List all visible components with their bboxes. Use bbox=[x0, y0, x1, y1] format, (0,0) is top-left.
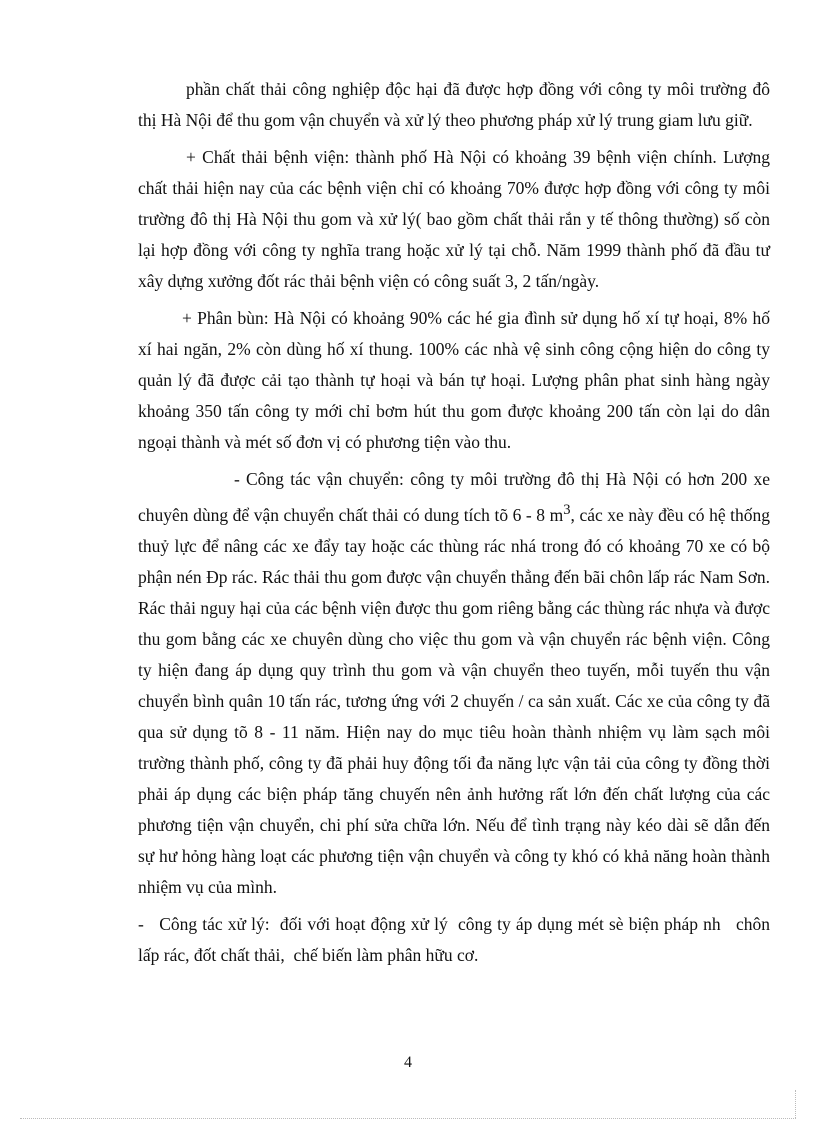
paragraph-hospital-waste: + Chất thải bệnh viện: thành phố Hà Nội có khoảng 39 bệnh viện chính. Lượng chất thải hiện nay của các bệnh viện chỉ có khoảng 70% được hợp đồng với công ty môi trường đô thị Hà Nội thu gom và xử lý( bao gồm chất thải rắn y tế thông thường) số còn lại hợp đồng với công ty nghĩa trang hoặc xử lý tại chỗ. Năm 1999 thành phố đã đầu tư xây dựng xưởng đốt rác thải bệnh viện có công suất 3, 2 tấn/ngày. bbox=[138, 147, 770, 291]
paragraph-sludge: + Phân bùn: Hà Nội có khoảng 90% các hé gia đình sử dụng hố xí tự hoại, 8% hố xí hai ngăn, 2% còn dùng hố xí thung. 100% các nhà vệ sinh công cộng hiện do công ty quản lý đã được cải tạo thành tự hoại và bán tự hoại. Lượng phân phat sinh hàng ngày khoảng 350 tấn công ty mới chỉ bơm hút thu gom được khoảng 200 tấn còn lại do dân ngoại thành và mét số đơn vị có phương tiện vào thu. bbox=[138, 308, 770, 452]
footer-border bbox=[20, 1118, 796, 1119]
page-number: 4 bbox=[404, 1054, 412, 1071]
superscript-exponent: 3 bbox=[563, 502, 571, 518]
bullet-dash: - bbox=[234, 469, 240, 489]
body-text bbox=[138, 74, 775, 971]
transport-text-start: Công tác vận chuyển: công ty môi trường đô thị Hà Nội có hơn 200 xe chuyên dùng để vận chuyển chất thải có dung tích tõ 6 - 8 m bbox=[138, 469, 770, 525]
paragraph-industrial-waste: phần chất thải công nghiệp độc hại đã được hợp đồng với công ty môi trường đô thị Hà Nội để thu gom vận chuyển và xử lý theo phương pháp xử lý trung giam lưu giữ. bbox=[138, 79, 770, 130]
paragraph-transport bbox=[138, 464, 770, 903]
paragraph-processing: - Công tác xử lý: đối với hoạt động xử lý công ty áp dụng mét sè biện pháp nh chôn lấp rác, đốt chất thải, chế biến làm phân hữu cơ. bbox=[138, 913, 775, 965]
footer-border-side bbox=[795, 1090, 796, 1118]
transport-text-end: , các xe này đều có hệ thống thuỷ lực để nâng các xe đẩy tay hoặc các thùng rác nhá trong đó có khoảng 70 xe có bộ phận nén Đp rác. Rác thải thu gom được vận chuyển thẳng đến bãi chôn lấp rác Nam Sơn. Rác thải nguy hại của các bệnh viện được thu gom riêng bằng các thùng rác nhựa và được thu gom bằng các xe chuyên dùng cho việc thu gom và vận chuyển rác bệnh viện. Công ty hiện đang áp dụng quy trình thu gom và vận chuyển theo tuyến, mỗi tuyến thu vận chuyển bình quân 10 tấn rác, tương ứng với 2 chuyến / ca sản xuất. Các xe của công ty đã qua sử dụng tõ 8 - 11 năm. Hiện nay do mục tiêu hoàn thành nhiệm vụ làm sạch môi trường thành phố, công ty đã phải huy động tối đa năng lực vận tải của công ty đồng thời phải áp dụng các biện pháp tăng chuyến nên ảnh hưởng rất lớn đến chất lượng của các phương tiện vận chuyển, chi phí sửa chữa lớn. Nếu để tình trạng này kéo dài sẽ dẫn đến sự hư hỏng hàng loạt các phương tiện vận chuyển và công ty khó có khả năng hoàn thành nhiệm vụ của mình. bbox=[138, 504, 770, 897]
